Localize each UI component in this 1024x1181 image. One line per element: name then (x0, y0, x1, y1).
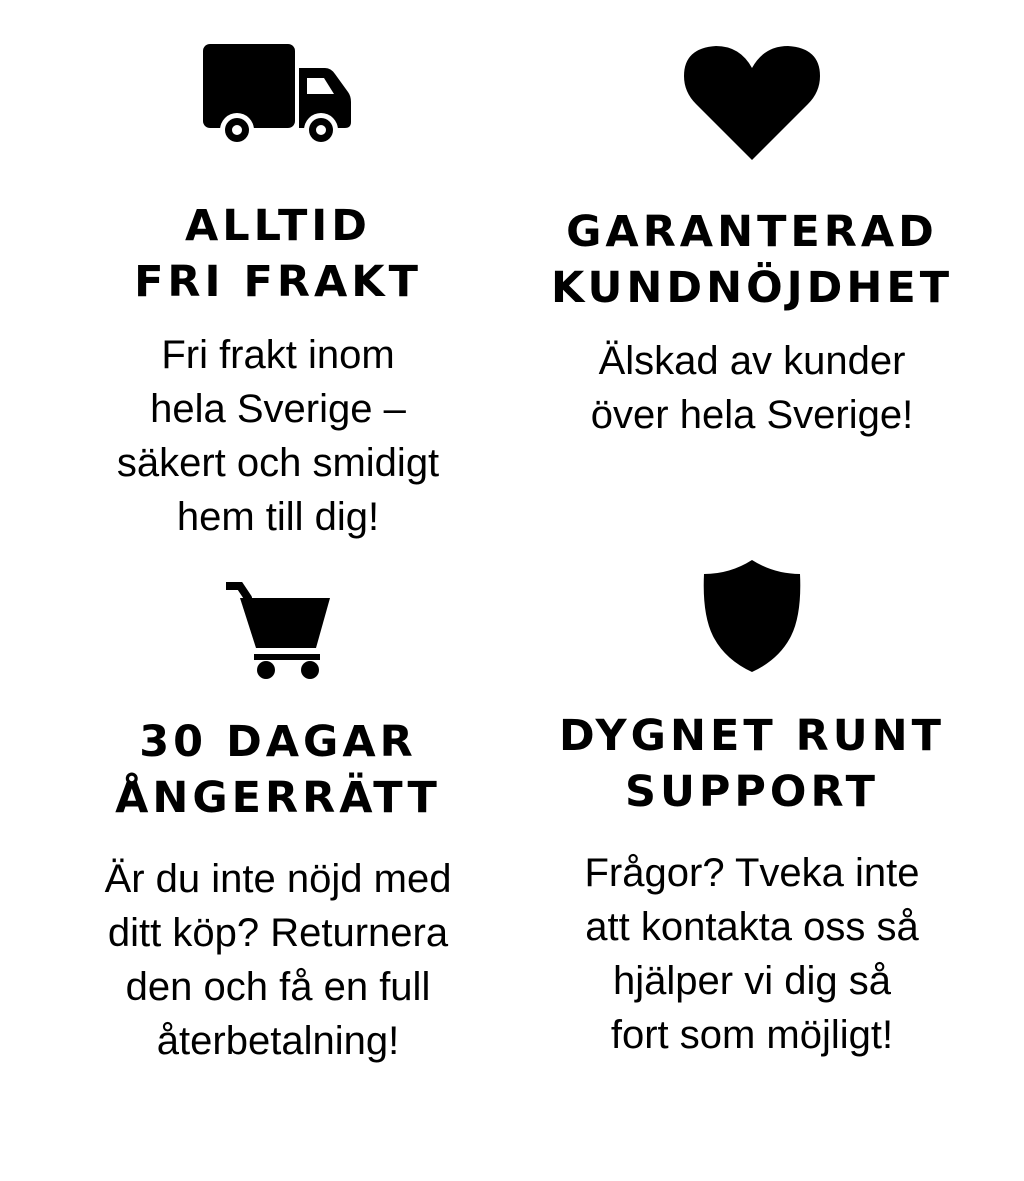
feature-description-line: ditt köp? Returnera (107, 911, 449, 955)
truck-icon (203, 40, 353, 152)
feature-title-line: FRI FRAKT (134, 257, 422, 307)
feature-description-line: hela Sverige – (150, 387, 406, 431)
feature-title-line: ÅNGERRÄTT (115, 773, 441, 823)
feature-description-line: säkert och smidigt (116, 441, 440, 485)
feature-description-line: över hela Sverige! (590, 393, 914, 437)
feature-description-line: fort som möjligt! (610, 1013, 894, 1057)
feature-description-line: att kontakta oss så (585, 905, 919, 949)
feature-title-line: DYGNET RUNT (558, 711, 945, 761)
feature-satisfaction (496, 44, 1008, 442)
feature-title-line: KUNDNÖJDHET (550, 263, 954, 313)
feature-title (559, 708, 945, 820)
shield-icon (702, 558, 802, 674)
feature-description-line: Fri frakt inom (161, 333, 395, 377)
feature-description (591, 334, 913, 442)
shopping-cart-icon (226, 582, 330, 680)
feature-title-line: 30 DAGAR (139, 717, 417, 767)
feature-free-shipping (22, 40, 534, 544)
feature-description-line: Älskad av kunder (598, 339, 906, 383)
feature-description-line: Frågor? Tveka inte (584, 851, 920, 895)
feature-title-line: SUPPORT (625, 767, 879, 817)
feature-description-line: Är du inte nöjd med (104, 857, 452, 901)
feature-description-line: hem till dig! (176, 495, 380, 539)
feature-description-line: den och få en full (125, 965, 431, 1009)
feature-title-line: GARANTERAD (566, 207, 938, 257)
feature-description-line: återbetalning! (156, 1019, 400, 1063)
feature-description (585, 846, 920, 1062)
feature-title (115, 714, 441, 826)
feature-support (496, 558, 1008, 1062)
feature-returns (22, 582, 534, 1068)
heart-icon (684, 44, 820, 162)
feature-title-line: ALLTID (185, 201, 371, 251)
feature-title (551, 204, 953, 316)
feature-description (117, 328, 439, 544)
feature-description (105, 852, 452, 1068)
feature-description-line: hjälper vi dig så (613, 959, 891, 1003)
feature-title (134, 198, 422, 310)
